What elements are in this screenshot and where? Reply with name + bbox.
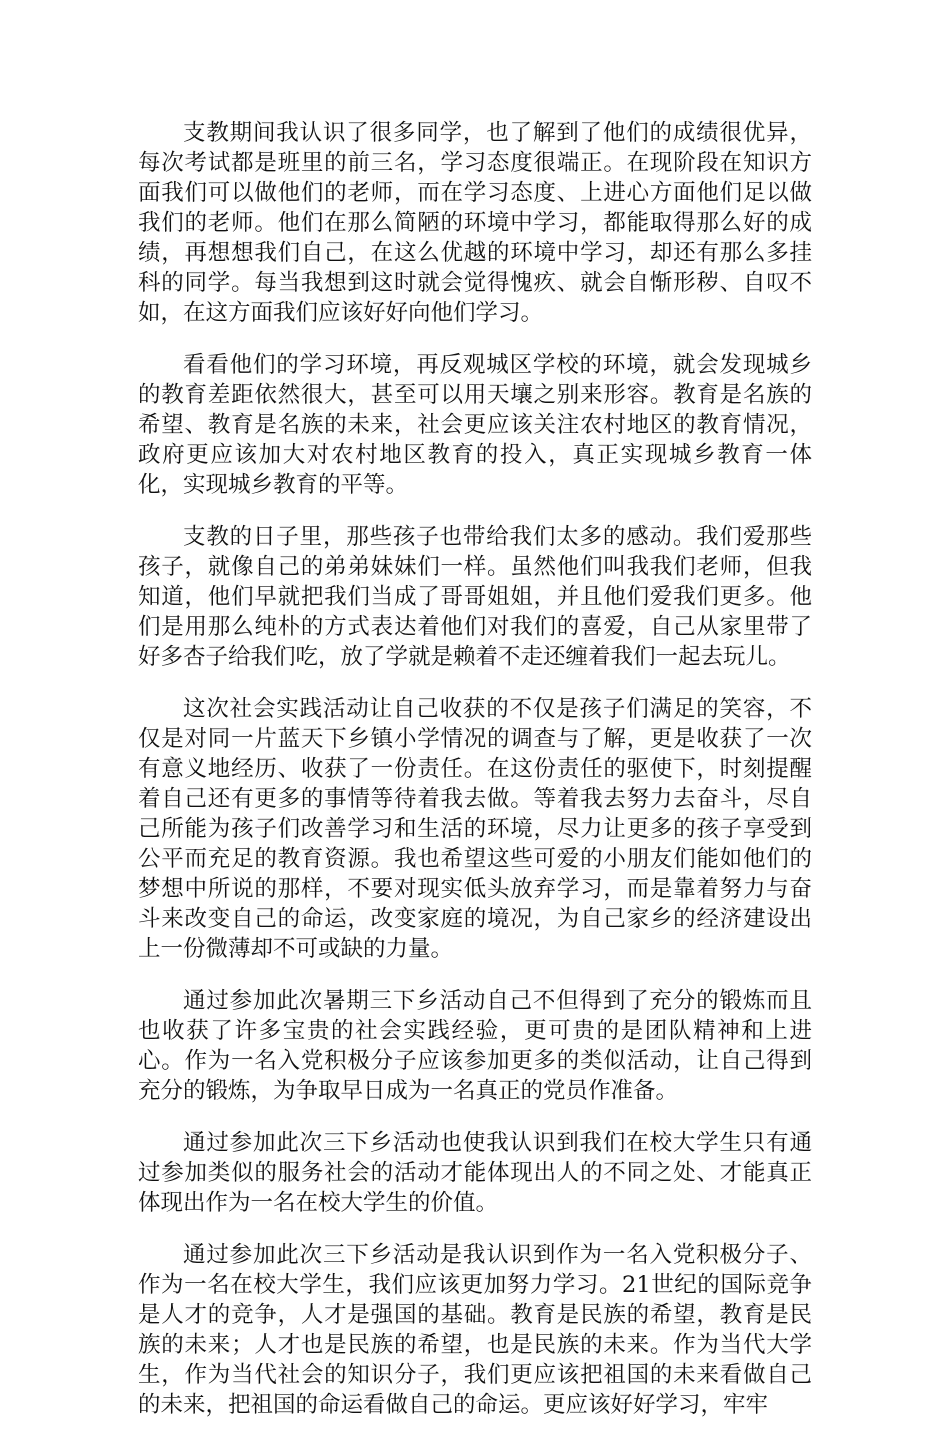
paragraph-3: 支教的日子里，那些孩子也带给我们太多的感动。我们爱那些孩子，就像自己的弟弟妹妹们一样。虽然他们叫我我们老师，但我知道，他们早就把我们当成了哥哥姐姐，并且他们爱我们更多。他们是用那么纯朴的方式表达着他们对我们的喜爱，自己从家里带了好多杏子给我们吃，放了学就是赖着不走还缠着我们一起去玩儿。 (138, 524, 812, 670)
paragraph-2: 看看他们的学习环境，再反观城区学校的环境，就会发现城乡的教育差距依然很大，甚至可以用天壤之别来形容。教育是名族的希望、教育是名族的未来，社会更应该关注农村地区的教育情况，政府更应该加大对农村地区教育的投入，真正实现城乡教育一体化，实现城乡教育的平等。 (138, 352, 812, 498)
paragraph-4: 这次社会实践活动让自己收获的不仅是孩子们满足的笑容，不仅是对同一片蓝天下乡镇小学情况的调查与了解，更是收获了一次有意义地经历、收获了一份责任。在这份责任的驱使下，时刻提醒着自己还有更多的事情等待着我去做。等着我去努力去奋斗，尽自己所能为孩子们改善学习和生活的环境，尽力让更多的孩子享受到公平而充足的教育资源。我也希望这些可爱的小朋友们能如他们的梦想中所说的那样，不要对现实低头放弃学习，而是靠着努力与奋斗来改变自己的命运，改变家庭的境况，为自己家乡的经济建设出上一份微薄却不可或缺的力量。 (138, 696, 812, 962)
paragraph-7: 通过参加此次三下乡活动是我认识到作为一名入党积极分子、作为一名在校大学生，我们应该更加努力学习。21世纪的国际竞争是人才的竞争，人才是强国的基础。教育是民族的希望，教育是民族的未来；人才也是民族的希望，也是民族的未来。作为当代大学生，作为当代社会的知识分子，我们更应该把祖国的未来看做自己的未来，把祖国的命运看做自己的命运。更应该好好学习，牢牢 (138, 1242, 812, 1418)
paragraph-5: 通过参加此次暑期三下乡活动自己不但得到了充分的锻炼而且也收获了许多宝贵的社会实践经验，更可贵的是团队精神和上进心。作为一名入党积极分子应该参加更多的类似活动，让自己得到充分的锻炼，为争取早日成为一名真正的党员作准备。 (138, 988, 812, 1104)
document-body (138, 118, 812, 1442)
paragraph-1: 支教期间我认识了很多同学，也了解到了他们的成绩很优异，每次考试都是班里的前三名，学习态度很端正。在现阶段在知识方面我们可以做他们的老师，而在学习态度、上进心方面他们足以做我们的老师。他们在那么简陋的环境中学习，都能取得那么好的成绩，再想想我们自己，在这么优越的环境中学习，却还有那么多挂科的同学。每当我想到这时就会觉得愧疚、就会自惭形秽、自叹不如，在这方面我们应该好好向他们学习。 (138, 120, 812, 326)
paragraph-6: 通过参加此次三下乡活动也使我认识到我们在校大学生只有通过参加类似的服务社会的活动才能体现出人的不同之处、才能真正体现出作为一名在校大学生的价值。 (138, 1130, 812, 1216)
